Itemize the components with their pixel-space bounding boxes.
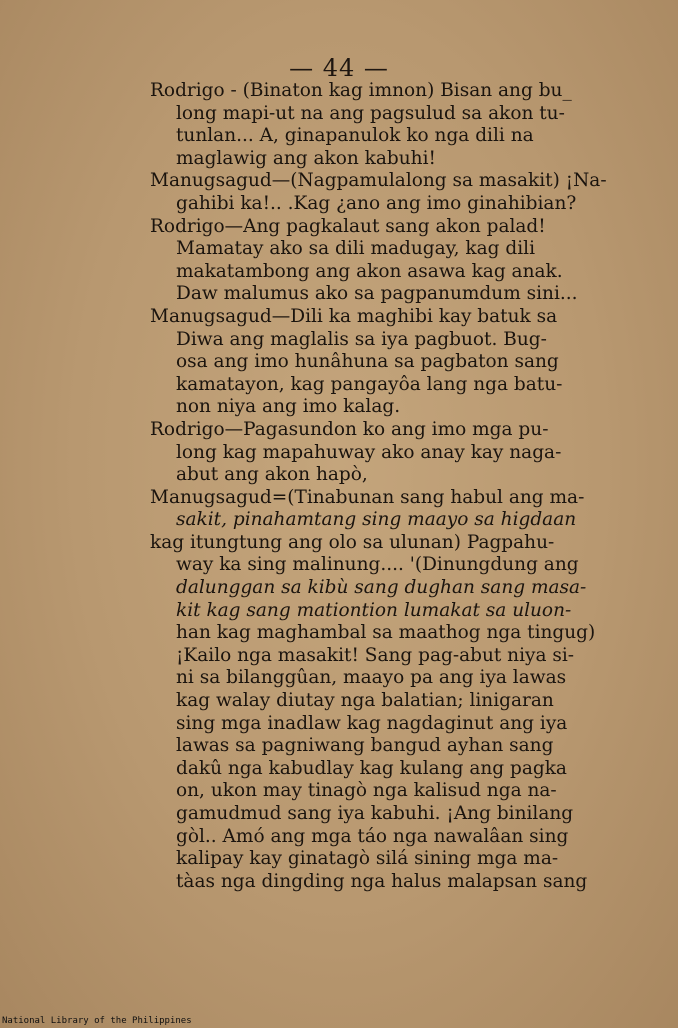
text-line: Rodrigo - (Binaton kag imnon) Bisan ang bu_ [150, 80, 572, 101]
text-line: kamatayon, kag pangayôa lang nga batu- [176, 373, 563, 395]
text-line: non niya ang imo kalag. [176, 396, 401, 418]
text-line: long kag mapahuway ako anay kay naga- [176, 441, 562, 463]
text-line: makatambong ang akon asawa kag anak. [176, 260, 563, 282]
text-line: gòl.. Amó ang mga táo nga nawalâan sing [176, 825, 569, 847]
text-line: sakit, pinahamtang sing maayo sa higdaan [176, 509, 577, 531]
text-line: dakû nga kabudlay kag kulang ang pagka [176, 757, 567, 779]
text-line: way ka sing malinung.... '(Dinungdung ang [176, 554, 579, 576]
text-line: gahibi ka!.. .Kag ¿ano ang imo ginahibian? [176, 192, 577, 214]
text-line: Manugsagud=(Tinabunan sang habul ang ma- [150, 486, 585, 508]
text-line: gamudmud sang iya kabuhi. ¡Ang binilang [176, 803, 574, 824]
text-line: osa ang imo hunâhuna sa pagbaton sang [176, 351, 559, 373]
text-line: Mamatay ako sa dili madugay, kag dili [176, 238, 535, 260]
text-line: maglawig ang akon kabuhi! [176, 147, 436, 169]
text-line: Manugsagud—(Nagpamulalong sa masakit) ¡Na- [150, 170, 607, 192]
text-line: tàas nga dingding nga halus malapsan sang [176, 870, 588, 892]
page-number: — 44 — [289, 54, 389, 82]
library-watermark: National Library of the Philippines [2, 1016, 192, 1026]
text-line: sing mga inadlaw kag nagdaginut ang iya [176, 712, 568, 734]
text-line: dalunggan sa kibù sang dughan sang masa- [176, 577, 587, 599]
text-line: Rodrigo—Ang pagkalaut sang akon palad! [150, 215, 546, 237]
text-line: Daw malumus ako sa pagpanumdum sini... [176, 283, 578, 305]
text-line: Rodrigo—Pagasundon ko ang imo mga pu- [150, 418, 549, 440]
text-line: Manugsagud—Dili ka maghibi kay batuk sa [150, 305, 558, 327]
text-line: long mapi-ut na ang pagsulud sa akon tu- [176, 102, 565, 124]
page-text [150, 80, 630, 893]
text-line: lawas sa pagniwang bangud ayhan sang [176, 735, 554, 757]
text-line: tunlan... A, ginapanulok ko nga dili na [176, 125, 534, 147]
text-line: kit kag sang mationtion lumakat sa uluon- [176, 599, 572, 621]
text-line: Diwa ang maglalis sa iya pagbuot. Bug- [176, 328, 547, 350]
text-line: ni sa bilanggûan, maayo pa ang iya lawas [176, 667, 567, 689]
text-line: kalipay kay ginatagò silá sining mga ma- [176, 848, 559, 870]
text-line: han kag maghambal sa maathog nga tingug) [176, 622, 596, 644]
text-line: on, ukon may tinagò nga kalisud nga na- [176, 780, 557, 802]
text-line: kag walay diutay nga balatian; linigaran [176, 690, 554, 712]
text-line: kag itungtung ang olo sa ulunan) Pagpahu- [150, 531, 555, 553]
text-line: abut ang akon hapò, [176, 464, 368, 486]
text-line: ¡Kailo nga masakit! Sang pag-abut niya si- [176, 644, 575, 666]
